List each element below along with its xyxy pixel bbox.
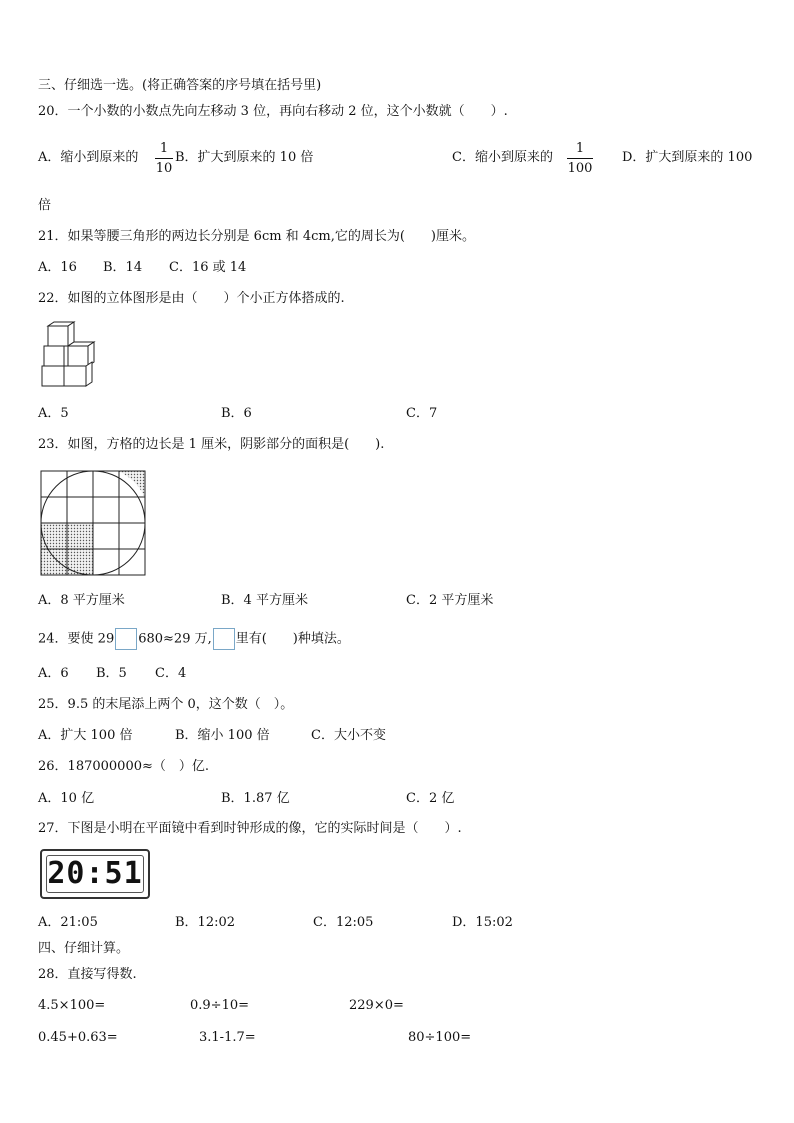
q20-option-a-label: A．缩小到原来的 [38, 150, 139, 165]
question-22-stem: 22．如图的立体图形是由（ ）个小正方体搭成的. [38, 291, 345, 306]
q20-option-c-label: C．缩小到原来的 [452, 150, 553, 165]
q25-option-b: B．缩小 100 倍 [175, 728, 270, 743]
q23-option-b: B．4 平方厘米 [221, 593, 308, 608]
answer-blank-box [115, 628, 137, 650]
cube-stack-figure [40, 322, 96, 390]
question-28-stem: 28．直接写得数. [38, 967, 137, 982]
q24-option-a: A．6 [38, 666, 69, 681]
stem-part-3: 里有( )种填法。 [235, 631, 350, 647]
question-20-stem: 20．一个小数的小数点先向左移动 3 位，再向右移动 2 位，这个小数就（ ）. [38, 104, 508, 119]
q22-option-b: B．6 [221, 406, 252, 421]
q24-option-c: C．4 [155, 666, 187, 681]
stem-part-1: 24．要使 29 [38, 631, 115, 647]
q27-option-d: D．15:02 [452, 915, 513, 930]
q26-option-c: C．2 亿 [406, 791, 455, 806]
q27-option-c: C．12:05 [313, 915, 374, 930]
question-26-stem: 26．187000000≈（ ）亿. [38, 759, 210, 774]
q27-option-b: B．12:02 [175, 915, 236, 930]
question-21-stem: 21．如果等腰三角形的两边长分别是 6cm 和 4cm,它的周长为( )厘米。 [38, 229, 475, 244]
calc-item: 229×0= [349, 998, 404, 1013]
q20-option-b: B．扩大到原来的 10 倍 [175, 150, 314, 165]
q24-option-b: B．5 [96, 666, 127, 681]
question-25-stem: 25．9.5 的末尾添上两个 0，这个数（ ）。 [38, 697, 294, 712]
q23-option-a: A．8 平方厘米 [38, 593, 125, 608]
q20-option-c-fraction [567, 141, 593, 176]
q26-option-a: A．10 亿 [38, 791, 95, 806]
calc-item: 4.5×100= [38, 998, 106, 1013]
calc-item: 80÷100= [408, 1030, 472, 1045]
q25-option-c: C．大小不变 [311, 728, 386, 743]
answer-blank-box [213, 628, 235, 650]
stem-part-2: 680≈29 万, [138, 631, 212, 647]
section-title: 四、仔细计算。 [38, 941, 130, 956]
q21-option-b: B．14 [103, 260, 143, 275]
q23-option-c: C．2 平方厘米 [406, 593, 494, 608]
fraction-numerator: 1 [159, 141, 169, 156]
calc-item: 3.1-1.7= [199, 1030, 256, 1045]
fraction-denominator: 100 [567, 161, 593, 176]
q21-option-c: C．16 或 14 [169, 260, 247, 275]
clock-digits: 20:51 [47, 856, 143, 891]
question-24-stem [38, 628, 350, 650]
q26-option-b: B．1.87 亿 [221, 791, 290, 806]
q20-option-d-wrap: 倍 [38, 198, 52, 213]
fraction-denominator: 10 [155, 161, 173, 176]
q20-option-a-fraction [155, 141, 173, 176]
calc-item: 0.45+0.63= [38, 1030, 118, 1045]
q22-option-c: C．7 [406, 406, 438, 421]
question-27-stem: 27．下图是小明在平面镜中看到时钟形成的像，它的实际时间是（ ）. [38, 821, 462, 836]
q25-option-a: A．扩大 100 倍 [38, 728, 133, 743]
q20-option-d: D．扩大到原来的 100 [622, 150, 753, 165]
mirrored-digital-clock [40, 849, 150, 899]
calc-item: 0.9÷10= [190, 998, 250, 1013]
question-23-stem: 23．如图，方格的边长是 1 厘米，阴影部分的面积是( ). [38, 437, 385, 452]
fraction-numerator: 1 [575, 141, 585, 156]
circle-grid-figure [40, 470, 146, 576]
section-title: 三、仔细选一选。(将正确答案的序号填在括号里) [38, 78, 322, 93]
q21-option-a: A．16 [38, 260, 77, 275]
q22-option-a: A．5 [38, 406, 69, 421]
q27-option-a: A．21:05 [38, 915, 98, 930]
